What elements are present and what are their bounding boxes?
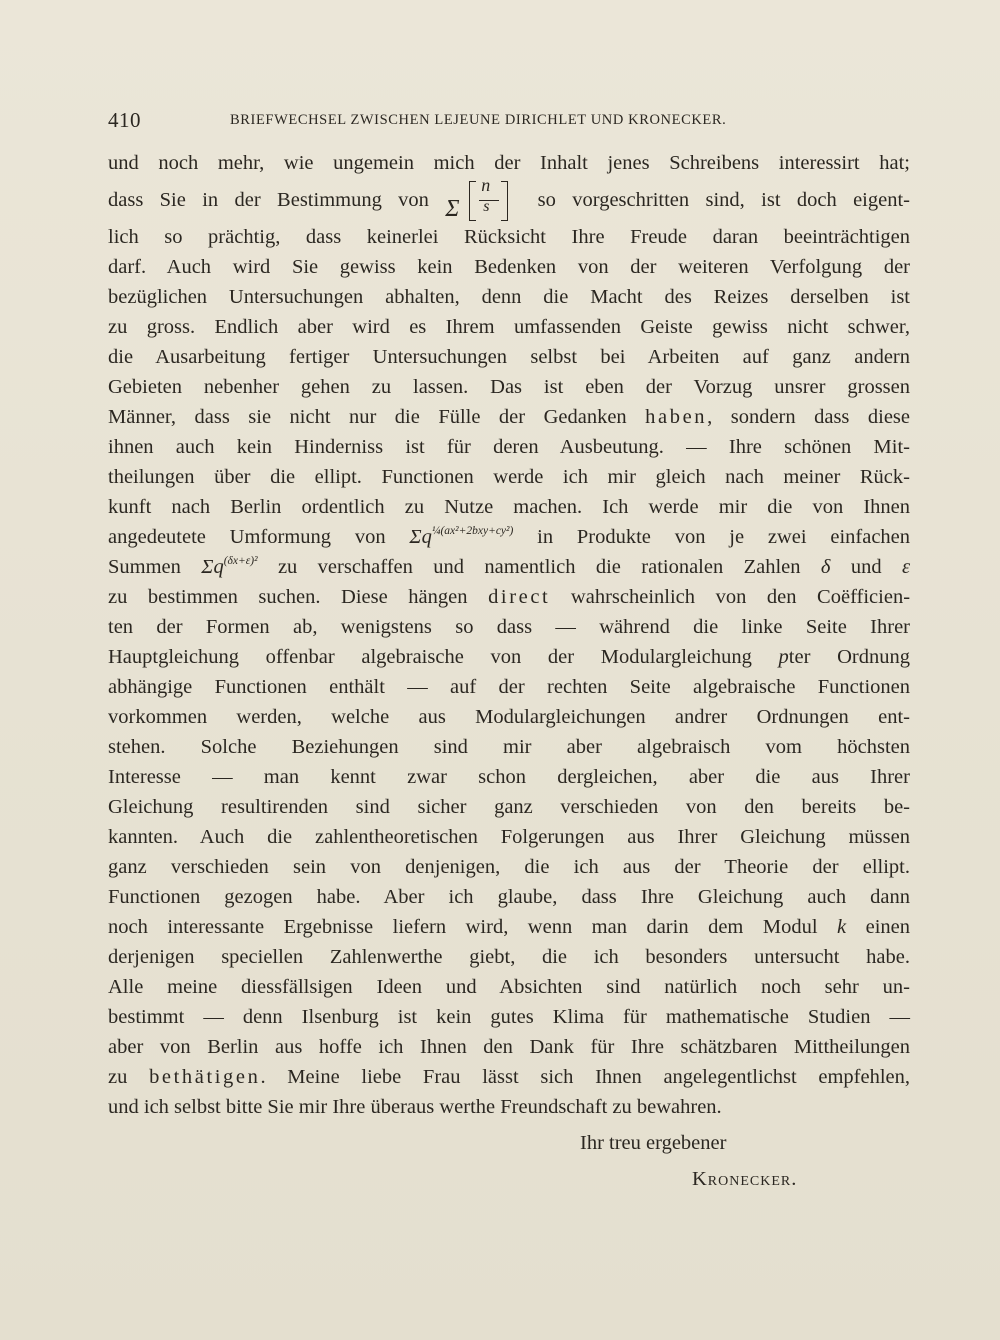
text-line: Männer, dass sie nicht nur die Fülle der Gedanken haben, sondern dass diese xyxy=(108,406,910,428)
text-line: Interesse — man kennt zwar schon dergleichen, aber die aus Ihrer xyxy=(108,766,910,788)
epsilon-symbol: ε xyxy=(901,556,911,578)
text-line: theilungen über die ellipt. Functionen werde ich mir gleich nach meiner Rück- xyxy=(108,466,910,488)
formula-exponent: ¼(ax²+2bxy+cy²) xyxy=(431,525,514,537)
text-line: Gebieten nebenher gehen zu lassen. Das ist eben der Vorzug unsrer grossen xyxy=(108,376,910,398)
spaced-emphasis: bethätigen xyxy=(149,1066,261,1088)
text-line: Gleichung resultirenden sind sicher ganz verschieden von den bereits be- xyxy=(108,796,910,818)
closing-greeting: Ihr treu ergebener xyxy=(580,1132,727,1154)
text-line: ganz verschieden sein von denjenigen, die ich aus der Theorie der ellipt. xyxy=(108,856,910,878)
text-line: lich so prächtig, dass keinerlei Rücksicht Ihre Freude daran beeinträchtigen xyxy=(108,226,910,248)
sum-floor-formula: Σ n s xyxy=(445,181,521,221)
text-line: und noch mehr, wie ungemein mich der Inhalt jenes Schreibens interessirt hat; xyxy=(108,152,910,174)
text-line: kannten. Auch die zahlentheoretischen Folgerungen aus Ihrer Gleichung müssen xyxy=(108,826,910,848)
text-line: ten der Formen ab, wenigstens so dass — während die linke Seite Ihrer xyxy=(108,616,910,638)
text-line: zu bestimmen suchen. Diese hängen direct wahrscheinlich von den Coëfficien- xyxy=(108,586,911,608)
text-line: darf. Auch wird Sie gewiss kein Bedenken von der weiteren Verfolgung der xyxy=(108,256,910,278)
text-line-with-formula: dass Sie in der Bestimmung von Σ n s so vorgeschritten sind, ist doch eigent- xyxy=(108,175,910,223)
text-line: Hauptgleichung offenbar algebraische von der Modulargleichung pter Ordnung xyxy=(108,646,910,668)
text-line: die Ausarbeitung fertiger Untersuchungen selbst bei Arbeiten auf ganz andern xyxy=(108,346,910,368)
letter-body xyxy=(108,148,910,1122)
text-line: und ich selbst bitte Sie mir Ihre überaus werthe Freundschaft zu bewahren. xyxy=(108,1096,722,1118)
text-line: stehen. Solche Beziehungen sind mir aber algebraisch vom höchsten xyxy=(108,736,910,758)
text-line: ihnen auch kein Hinderniss ist für deren Ausbeutung. — Ihre schönen Mit- xyxy=(108,436,910,458)
spaced-emphasis: haben xyxy=(645,406,708,428)
text-line: Functionen gezogen habe. Aber ich glaube, dass Ihre Gleichung auch dann xyxy=(108,886,910,908)
p-symbol: p xyxy=(778,646,789,668)
text-line: Alle meine diessfällsigen Ideen und Absichten sind natürlich noch sehr un- xyxy=(108,976,910,998)
text-line: kunft nach Berlin ordentlich zu Nutze machen. Ich werde mir die von Ihnen xyxy=(108,496,910,518)
text-line: vorkommen werden, welche aus Modulargleichungen andrer Ordnungen ent- xyxy=(108,706,910,728)
delta-symbol: δ xyxy=(820,556,831,578)
page-header xyxy=(108,108,908,138)
text-line-with-formula: angedeutete Umformung von $\Sigma q^{\frac{1}{4}(ax^2+2bxy+cy^2)}$ in Produkte von je zwei einfachen xyxy=(108,525,911,548)
text-line: zu gross. Endlich aber wird es Ihrem umfassenden Geiste gewiss nicht schwer, xyxy=(108,316,910,338)
text-line: aber von Berlin aus hoffe ich Ihnen den Dank für Ihre schätzbaren Mittheilungen xyxy=(108,1036,910,1058)
text-line: zu bethätigen. Meine liebe Frau lässt sich Ihnen angelegentlichst empfehlen, xyxy=(108,1066,911,1088)
text-line-with-formula: Summen $\Sigma q^{(\delta x+\varepsilon)^2}$ zu verschaffen und namentlich die rationalen Zahlen δ und ε xyxy=(108,555,911,578)
k-symbol: k xyxy=(837,916,847,938)
sum-q-formula: Σq xyxy=(201,556,224,578)
text-line: bestimmt — denn Ilsenburg ist kein gutes Klima für mathematische Studien — xyxy=(108,1006,910,1028)
spaced-emphasis: direct xyxy=(488,586,551,608)
text-line: derjenigen speciellen Zahlenwerthe giebt, die ich besonders untersucht habe. xyxy=(108,946,910,968)
formula-exponent: (δx+ε)² xyxy=(223,555,258,567)
running-head: BRIEFWECHSEL ZWISCHEN LEJEUNE DIRICHLET UND KRONECKER. xyxy=(230,112,727,128)
signature: Kronecker. xyxy=(692,1168,798,1190)
text-line: noch interessante Ergebnisse liefern wird, wenn man darin dem Modul k einen xyxy=(108,916,911,938)
text-line: bezüglichen Untersuchungen abhalten, denn die Macht des Reizes derselben ist xyxy=(108,286,910,308)
sum-q-formula: Σq xyxy=(409,526,432,548)
text-line: abhängige Functionen enthält — auf der rechten Seite algebraische Functionen xyxy=(108,676,910,698)
page-number: 410 xyxy=(108,108,141,132)
